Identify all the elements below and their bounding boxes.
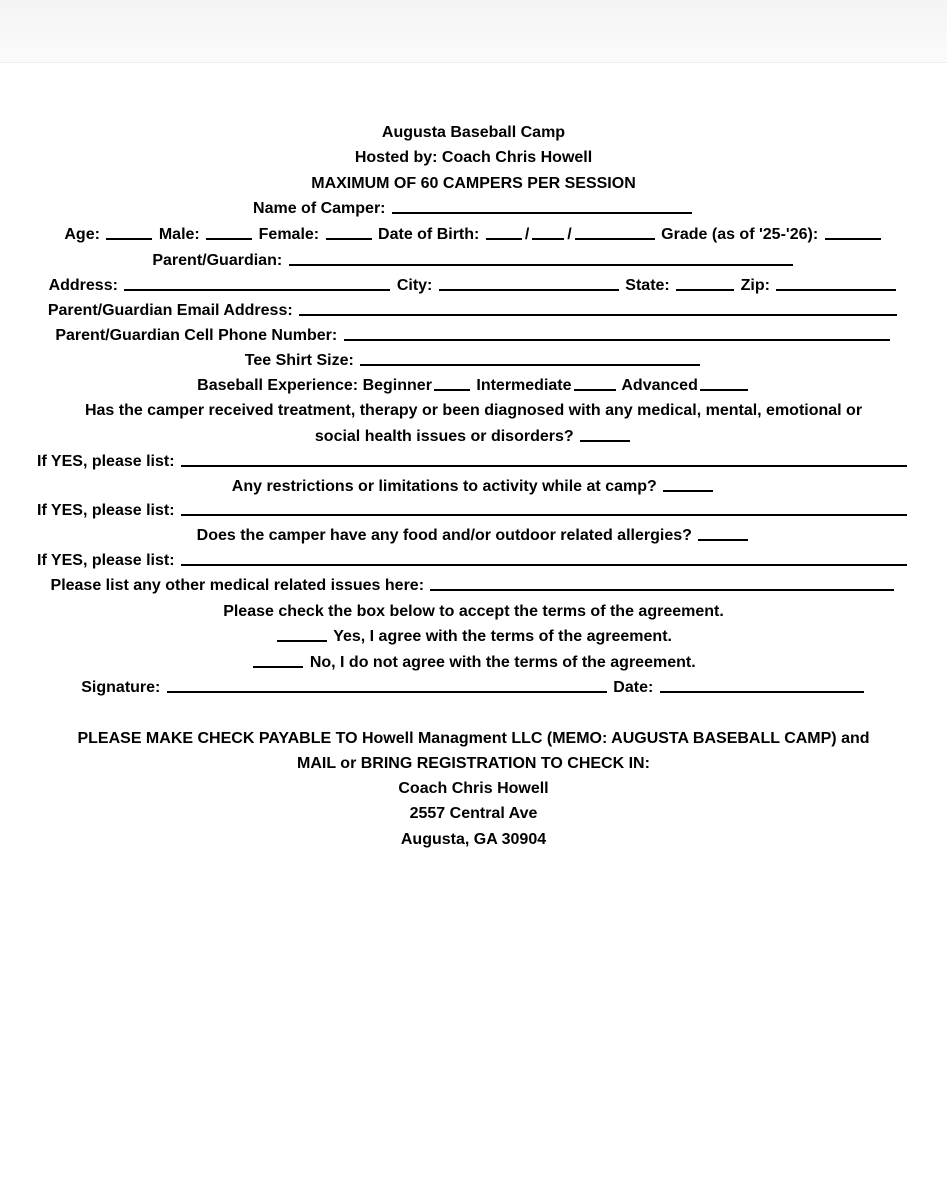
medical-question-row [0,425,947,449]
name-row [0,197,947,221]
age-blank[interactable] [106,238,152,240]
if-yes-label: If YES, please list: [37,453,175,470]
disagree-label: No, I do not agree with the terms of the agreement. [309,654,696,671]
city-blank[interactable] [439,289,619,291]
dob-month-blank[interactable] [486,238,522,240]
date-blank[interactable] [660,691,864,693]
allergies-answer-blank[interactable] [698,539,748,541]
zip-label: Zip: [740,277,770,294]
state-label: State: [625,277,670,294]
restrictions-list-row [37,499,917,523]
intermediate-label: Intermediate [476,377,572,394]
restrictions-list-blank[interactable] [181,514,907,516]
allergies-list-blank[interactable] [181,564,907,566]
email-row [0,299,947,323]
city-label: City: [396,277,433,294]
female-blank[interactable] [326,238,372,240]
form-title: Augusta Baseball Camp [381,124,566,141]
shirt-blank[interactable] [360,364,700,366]
experience-row [0,374,947,398]
top-gray-strip [0,0,947,63]
shirt-row [0,349,947,373]
dob-slash-1: / [524,226,530,243]
medical-question-line-1: Has the camper received treatment, therapy or been diagnosed with any medical, mental, emotional or [84,402,863,419]
name-blank[interactable] [392,212,692,214]
allergies-question: Does the camper have any food and/or outdoor related allergies? [196,527,692,544]
payment-line-1: PLEASE MAKE CHECK PAYABLE TO Howell Managment LLC (MEMO: AUGUSTA BASEBALL CAMP) and [77,730,870,747]
dob-slash-2: / [567,226,572,243]
medical-list-blank[interactable] [181,465,907,467]
medical-question-line-2: social health issues or disorders? [314,428,574,445]
phone-label: Parent/Guardian Cell Phone Number: [55,327,338,344]
other-medical-label: Please list any other medical related issues here: [50,577,425,594]
signature-blank[interactable] [167,691,607,693]
allergies-list-row [37,549,917,573]
phone-row [0,324,947,348]
other-medical-row [0,574,947,598]
signature-label: Signature: [81,679,161,696]
if-yes-label: If YES, please list: [37,502,175,519]
female-label: Female: [258,226,320,243]
intermediate-blank[interactable] [574,389,616,391]
disagree-checkbox-blank[interactable] [253,666,303,668]
email-blank[interactable] [299,314,897,316]
beginner-blank[interactable] [434,389,470,391]
payment-line-2: MAIL or BRING REGISTRATION TO CHECK IN: [297,755,650,772]
advanced-label: Advanced [621,377,698,394]
disagree-row [0,651,947,675]
name-label: Name of Camper: [253,200,386,217]
host-line: Hosted by: Coach Chris Howell [354,149,593,166]
other-medical-blank[interactable] [430,589,894,591]
dob-year-blank[interactable] [575,238,655,240]
parent-row [0,249,947,273]
signature-row [0,676,947,700]
age-label: Age: [64,226,100,243]
email-label: Parent/Guardian Email Address: [47,302,293,319]
phone-blank[interactable] [344,339,890,341]
address-label: Address: [48,277,118,294]
max-campers-line: MAXIMUM OF 60 CAMPERS PER SESSION [311,175,636,192]
if-yes-label: If YES, please list: [37,552,175,569]
demographics-row [0,223,947,247]
zip-blank[interactable] [776,289,896,291]
dob-label: Date of Birth: [378,226,480,243]
male-label: Male: [158,226,200,243]
allergies-row [0,524,947,548]
contact-name: Coach Chris Howell [398,780,549,797]
shirt-label: Tee Shirt Size: [244,352,354,369]
parent-blank[interactable] [289,264,793,266]
advanced-blank[interactable] [700,389,748,391]
dob-day-blank[interactable] [532,238,564,240]
agree-checkbox-blank[interactable] [277,640,327,642]
agree-row [0,625,947,649]
agree-label: Yes, I agree with the terms of the agreement. [333,628,672,645]
parent-label: Parent/Guardian: [152,252,283,269]
grade-label: Grade (as of '25-'26): [661,226,819,243]
medical-answer-blank[interactable] [580,440,630,442]
experience-label: Baseball Experience: [197,377,359,394]
male-blank[interactable] [206,238,252,240]
restrictions-question: Any restrictions or limitations to activity while at camp? [231,478,657,495]
terms-instruction: Please check the box below to accept the terms of the agreement. [223,603,724,620]
date-label: Date: [613,679,654,696]
address-row [0,274,947,298]
restrictions-row [0,475,947,499]
contact-street: 2557 Central Ave [409,805,538,822]
grade-blank[interactable] [825,238,881,240]
beginner-label: Beginner [362,377,432,394]
contact-city-state-zip: Augusta, GA 30904 [400,831,547,848]
restrictions-answer-blank[interactable] [663,490,713,492]
medical-list-row [37,450,917,474]
address-blank[interactable] [124,289,390,291]
state-blank[interactable] [676,289,734,291]
